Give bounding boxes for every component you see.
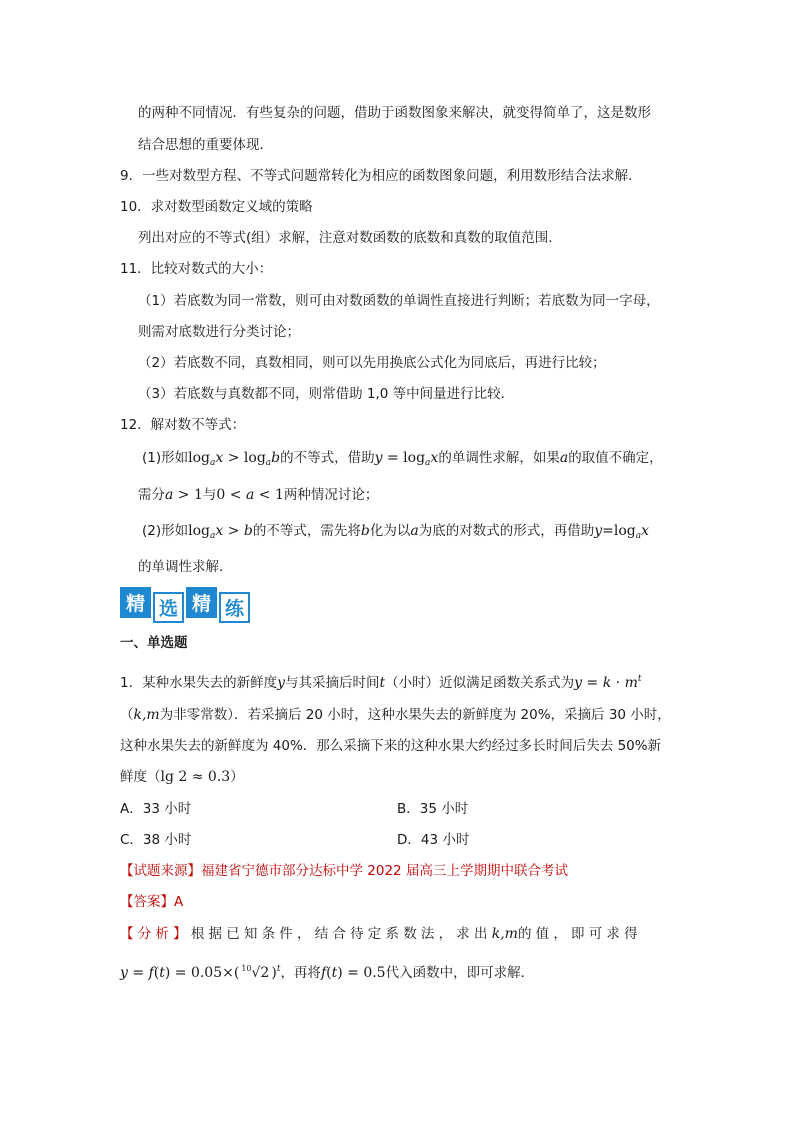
math-fexpr: y = f(t) = 0.05×( $^{10}$√2 )$^t$ [120,964,281,981]
answer-value: A [174,894,184,910]
item-10: 10．求对数型函数定义域的策略 [120,199,313,215]
text-fragment: 两种情况讨论； [283,487,379,503]
source-text: 福建省宁德市部分达标中学 2022 届高三上学期期中联合考试 [201,863,568,879]
math-y: y [277,675,286,691]
text-line [120,706,671,724]
math-a: a [559,450,569,466]
math-y-log: $y = \log_ax$ [374,450,439,468]
text-fragment: 为非零常数）．若采摘后 20 小时，这种水果失去的新鲜度为 20%，采摘后 30 小时， [159,707,671,723]
math-log-gt-b: $\log_ax > b$ [188,523,253,541]
text-line-formula [142,522,649,545]
text-fragment: (1)形如 [142,450,189,466]
banner-char: 选 [153,592,184,623]
banner-char: 练 [219,592,250,623]
math-a-range: 0 < a < 1 [216,487,284,503]
text-line-formula [142,449,663,472]
text-fragment: 与其采摘后时间 [285,675,380,691]
text-line-formula [138,486,378,504]
text-fragment: 1．某种水果失去的新鲜度 [120,675,278,691]
text-fragment: 需分 [138,487,165,503]
math-km: k,m [133,707,160,723]
math-a-gt-1: a > 1 [165,487,203,503]
text-fragment: (2)形如 [142,523,189,539]
text-fragment: 化为以 [369,523,411,539]
source-line [120,862,568,880]
item-12: 12．解对数不等式： [120,417,246,433]
math-lg2: lg 2 ≈ 0.3 [160,769,231,785]
text-line: 这种水果失去的新鲜度为 40%．那么采摘下来的这种水果大约经过多长时间后失去 50%新 [120,738,662,754]
text-fragment: 的不等式，需先将 [252,523,361,539]
math-a: a [410,523,419,539]
text-fragment: ，再将 [280,965,321,981]
text-fragment: 为底的对数式的形式，再借助 [418,523,595,539]
answer-label: 【答案】 [120,894,174,910]
text-line: （1）若底数为同一常数，则可由对数函数的单调性直接进行判断；若底数为同一字母， [138,293,660,309]
math-func: $y = k \cdot m^t$ [574,674,642,691]
answer-line [120,893,183,911]
banner-char: 精 [186,587,217,618]
text-line: 的两种不同情况．有些复杂的问题，借助于函数图象来解决，就变得简单了，这是数形 [138,105,651,121]
text-line: 结合思想的重要体现． [138,137,273,153]
text-line: 的单调性求解． [138,559,233,575]
text-line [120,768,244,786]
option-a[interactable]: A．33 小时 [120,801,192,817]
text-fragment: ） [230,769,244,785]
text-fragment: 的单调性求解，如果 [438,450,560,466]
option-c[interactable]: C．38 小时 [120,832,192,848]
question-1 [120,670,641,692]
text-fragment: 的取值不确定， [568,450,663,466]
text-line: 则需对底数进行分类讨论； [138,324,300,340]
section-heading: 一、单选题 [120,635,188,651]
analysis-line [120,925,642,943]
text-fragment: 的不等式，借助 [280,450,375,466]
text-fragment: （小时）近似满足函数关系式为 [385,675,575,691]
text-line: （2）若底数不同，真数相同，则可以先用换底公式化为同底后，再进行比较； [138,355,606,371]
math-y-log-2: $y=\log_ax$ [594,523,650,541]
text-line: （3）若底数与真数都不同，则常借助 1,0 等中间量进行比较． [138,386,515,402]
analysis-line [120,960,534,982]
item-9: 9．一些对数型方程、不等式问题常转化为相应的函数图象问题，利用数形结合法求解. [120,168,633,184]
item-11: 11．比较对数式的大小： [120,261,273,277]
math-km: k,m [491,926,518,942]
math-t: t [379,675,386,691]
text-fragment: 鲜度（ [120,769,161,785]
math-b: b [360,523,370,539]
analysis-label: 【分析】 [120,926,191,942]
text-fragment: 与 [202,487,217,503]
source-label: 【试题来源】 [120,863,201,879]
math-log-inequality: $\log_ax > \log_ab$ [188,450,281,468]
text-line: 列出对应的不等式(组）求解，注意对数函数的底数和真数的取值范围. [138,230,553,246]
banner-char: 精 [120,587,151,618]
text-fragment: 根据已知条件，结合待定系数法，求出 [190,926,492,942]
text-fragment: （ [120,707,134,723]
text-fragment: 的值，即可求得 [517,926,642,942]
section-banner [120,587,252,624]
option-d[interactable]: D．43 小时 [397,832,470,848]
option-b[interactable]: B．35 小时 [397,801,469,817]
math-fval: f(t) = 0.5 [320,965,386,981]
text-fragment: 代入函数中，即可求解． [385,965,535,981]
